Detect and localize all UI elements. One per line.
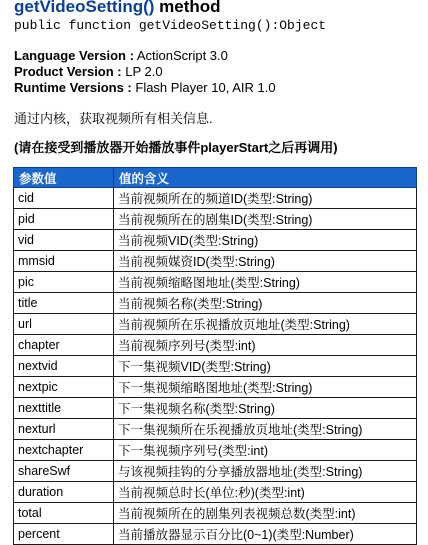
method-heading [14, 0, 221, 17]
param-name-cell: nextchapter [14, 440, 114, 461]
table-row [14, 398, 417, 419]
param-name-cell: url [14, 314, 114, 335]
table-row [14, 209, 417, 230]
table-row [14, 188, 417, 209]
param-meaning-cell: 当前视频所在的频道ID(类型:String) [114, 188, 417, 209]
method-keyword: method [159, 0, 221, 16]
param-meaning-cell: 与该视频挂钩的分享播放器地址(类型:String) [114, 461, 417, 482]
table-header-row [14, 168, 417, 188]
product-version [14, 64, 163, 79]
param-meaning-cell: 下一集视频序列号(类型:int) [114, 440, 417, 461]
param-name-cell: nextvid [14, 356, 114, 377]
product-version-label: Product Version : [14, 64, 122, 79]
param-name-cell: nexturl [14, 419, 114, 440]
runtime-versions-label: Runtime Versions : [14, 80, 132, 95]
param-name-cell: mmsid [14, 251, 114, 272]
param-name-cell: total [14, 503, 114, 524]
param-name-cell: title [14, 293, 114, 314]
language-version-label: Language Version : [14, 48, 134, 63]
param-name-cell: vid [14, 230, 114, 251]
param-meaning-cell: 当前视频序列号(类型:int) [114, 335, 417, 356]
table-row [14, 356, 417, 377]
param-name-cell: chapter [14, 335, 114, 356]
runtime-versions [14, 80, 276, 95]
param-meaning-cell: 当前视频所在乐视播放页地址(类型:String) [114, 314, 417, 335]
table-row [14, 461, 417, 482]
param-meaning-cell: 当前视频总时长(单位:秒)(类型:int) [114, 482, 417, 503]
language-version [14, 48, 228, 63]
column-header-meaning: 值的含义 [114, 168, 417, 188]
param-meaning-cell: 下一集视频VID(类型:String) [114, 356, 417, 377]
table-row [14, 419, 417, 440]
table-body [14, 188, 417, 545]
table-row [14, 230, 417, 251]
table-row [14, 440, 417, 461]
table-row [14, 272, 417, 293]
param-meaning-cell: 当前播放器显示百分比(0~1)(类型:Number) [114, 524, 417, 545]
usage-note: (请在接受到播放器开始播放事件playerStart之后再调用) [14, 140, 338, 155]
param-meaning-cell: 当前视频所在的剧集ID(类型:String) [114, 209, 417, 230]
runtime-versions-value: Flash Player 10, AIR 1.0 [135, 80, 276, 95]
method-signature: public function getVideoSetting():Object [14, 18, 327, 33]
param-meaning-cell: 当前视频所在的剧集列表视频总数(类型:int) [114, 503, 417, 524]
product-version-value: LP 2.0 [125, 64, 163, 79]
table-row [14, 293, 417, 314]
table-row [14, 251, 417, 272]
param-meaning-cell: 当前视频媒资ID(类型:String) [114, 251, 417, 272]
param-meaning-cell: 下一集视频名称(类型:String) [114, 398, 417, 419]
table-row [14, 377, 417, 398]
param-name-cell: pid [14, 209, 114, 230]
table-row [14, 524, 417, 545]
method-name: getVideoSetting() [14, 0, 155, 16]
param-name-cell: nexttitle [14, 398, 114, 419]
param-meaning-cell: 当前视频缩略图地址(类型:String) [114, 272, 417, 293]
param-meaning-cell: 当前视频名称(类型:String) [114, 293, 417, 314]
language-version-value: ActionScript 3.0 [136, 48, 228, 63]
param-name-cell: percent [14, 524, 114, 545]
param-name-cell: duration [14, 482, 114, 503]
param-name-cell: pic [14, 272, 114, 293]
method-description: 通过内核，获取视频所有相关信息. [14, 111, 213, 126]
param-meaning-cell: 下一集视频缩略图地址(类型:String) [114, 377, 417, 398]
param-name-cell: cid [14, 188, 114, 209]
parameter-table [13, 167, 417, 545]
param-name-cell: nextpic [14, 377, 114, 398]
table-row [14, 335, 417, 356]
param-meaning-cell: 下一集视频所在乐视播放页地址(类型:String) [114, 419, 417, 440]
column-header-param: 参数值 [14, 168, 114, 188]
param-meaning-cell: 当前视频VID(类型:String) [114, 230, 417, 251]
table-row [14, 503, 417, 524]
table-row [14, 482, 417, 503]
table-row [14, 314, 417, 335]
param-name-cell: shareSwf [14, 461, 114, 482]
